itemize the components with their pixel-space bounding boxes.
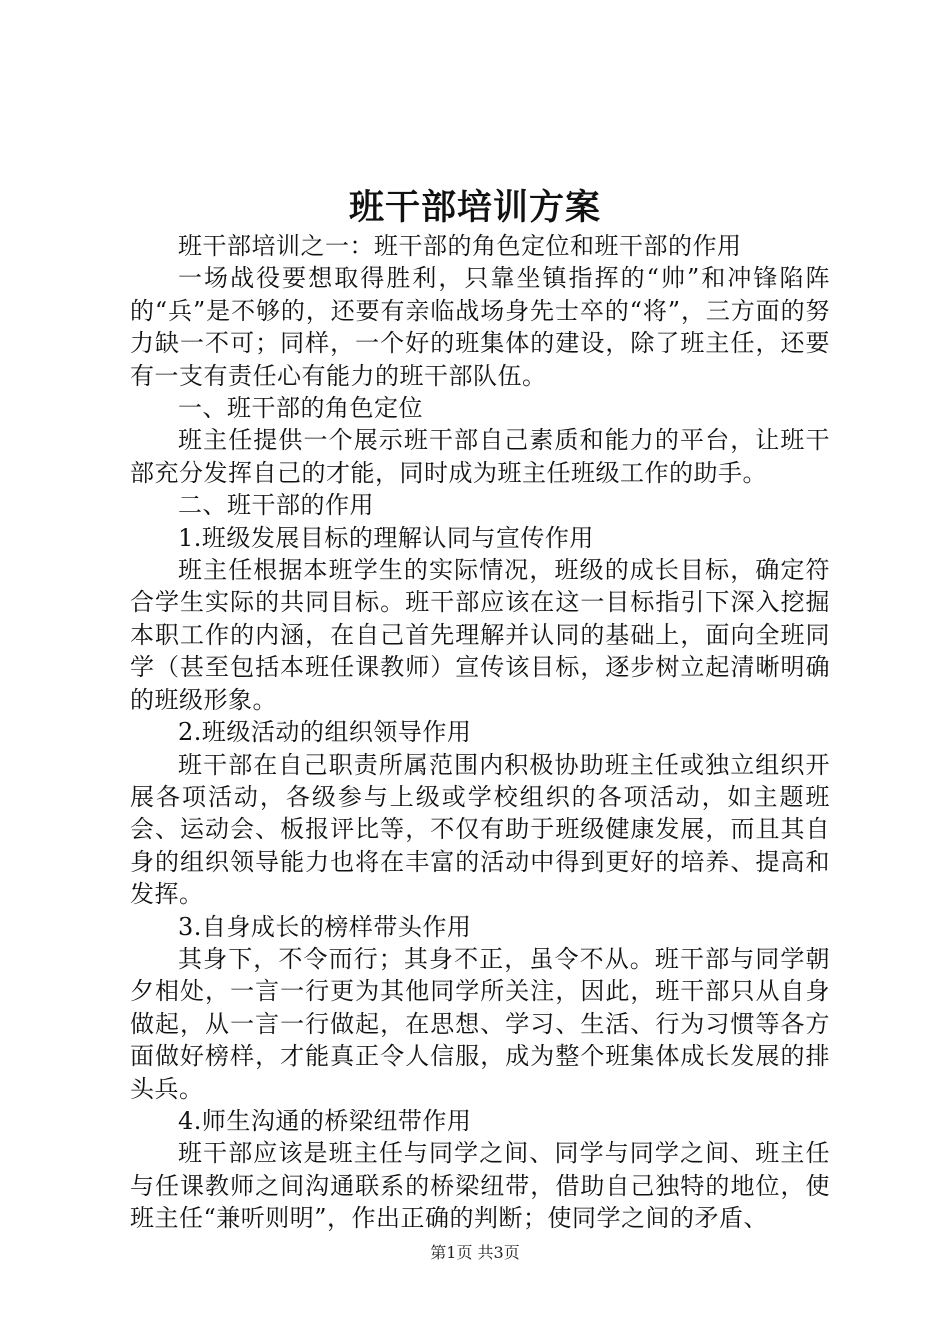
- section-heading-function: 二、班干部的作用: [178, 491, 374, 520]
- paragraph-role: 班主任提供一个展示班干部自己素质和能力的平台，让班干部充分发挥自己的才能，同时成为班主任班级工作的助手。: [130, 426, 830, 487]
- document-title: 班干部培训方案: [348, 187, 601, 228]
- subheading-1: 1.班级发展目标的理解认同与宣传作用: [178, 523, 594, 552]
- paragraph-3: 其身下，不令而行；其身不正，虽令不从。班干部与同学朝夕相处，一言一行更为其他同学所关注，因此，班干部只从自身做起，从一言一行做起，在思想、学习、生活、行为习惯等各方面做好榜样，才能真正令人信服，成为整个班集体成长发展的排头兵。: [130, 944, 830, 1103]
- subheading-3: 3.自身成长的榜样带头作用: [178, 912, 472, 941]
- page-footer: 第1页 共3页: [430, 1243, 520, 1262]
- paragraph-4: 班干部应该是班主任与同学之间、同学与同学之间、班主任与任课教师之间沟通联系的桥梁纽带，借助自己独特的地位，使班主任“兼听则明”，作出正确的判断；使同学之间的矛盾、: [130, 1139, 830, 1233]
- document-body: [130, 230, 830, 1235]
- section-heading-role: 一、班干部的角色定位: [178, 394, 423, 423]
- paragraph-subtitle: 班干部培训之一：班干部的角色定位和班干部的作用: [178, 232, 742, 260]
- paragraph-2: 班干部在自己职责所属范围内积极协助班主任或独立组织开展各项活动，各级参与上级或学校组织的各项活动，如主题班会、运动会、板报评比等，不仅有助于班级健康发展，而且其自身的组织领导能力也将在丰富的活动中得到更好的培养、提高和发挥。: [130, 750, 830, 909]
- subheading-4: 4.师生沟通的桥梁纽带作用: [178, 1106, 472, 1135]
- paragraph-intro: 一场战役要想取得胜利，只靠坐镇指挥的“帅”和冲锋陷阵的“兵”是不够的，还要有亲临战场身先士卒的“将”，三方面的努力缺一不可；同样，一个好的班集体的建设，除了班主任，还要有一支有责任心有能力的班干部队伍。: [130, 264, 830, 390]
- paragraph-1: 班主任根据本班学生的实际情况，班级的成长目标，确定符合学生实际的共同目标。班干部应该在这一目标指引下深入挖掘本职工作的内涵，在自己首先理解并认同的基础上，面向全班同学（甚至包括本班任课教师）宣传该目标，逐步树立起清晰明确的班级形象。: [130, 556, 830, 714]
- subheading-2: 2.班级活动的组织领导作用: [178, 718, 472, 747]
